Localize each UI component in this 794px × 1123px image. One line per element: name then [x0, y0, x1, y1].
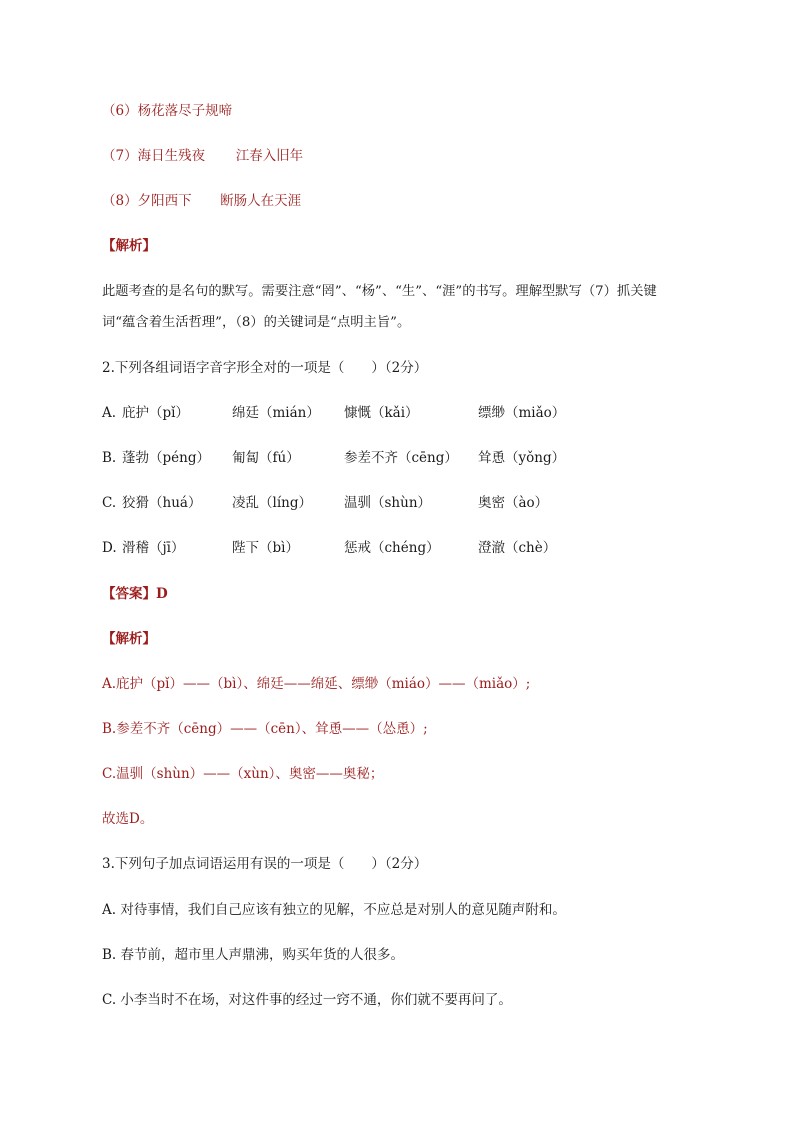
option-word: 匍匐（fú）	[232, 450, 300, 466]
q2-analysis-line-b: B.参差不齐（cēng）——（cēn）、耸恿——（怂恿）;	[102, 721, 428, 737]
answer-item-7-second: 江春入旧年	[235, 148, 304, 164]
option-word: 温驯（shùn）	[344, 495, 432, 511]
q2-analysis-line-c: C.温驯（shùn）——（xùn）、奥密——奥秘；	[102, 766, 384, 782]
q2-analysis-line-a: A.庇护（pǐ）——（bì）、绵廷——绵延、缥缈（miáo）——（miǎo）;	[102, 676, 531, 692]
q1-analysis-heading: 【解析】	[102, 238, 156, 254]
option-word: 奥密（ào）	[478, 495, 549, 511]
q2-analysis-heading: 【解析】	[102, 631, 156, 647]
answer-item-6: （6）杨花落尽子规啼	[102, 103, 233, 119]
option-word: 澄澈（chè）	[478, 540, 557, 556]
q3-option-b: B. 春节前，超市里人声鼎沸，购买年货的人很多。	[102, 947, 405, 963]
option-label: D.	[102, 540, 117, 556]
answer-item-7-first: （7）海日生残夜	[102, 148, 206, 164]
answer-item-8-first: （8）夕阳西下	[102, 193, 192, 209]
option-word: 缥缈（miǎo）	[478, 405, 566, 421]
option-word: 狡猾（huá）	[122, 495, 202, 511]
option-label: C.	[102, 495, 117, 511]
option-word: 滑稽（jī）	[122, 540, 185, 556]
option-word: 惩戒（chéng）	[344, 540, 440, 556]
option-word: 陛下（bì）	[232, 540, 299, 556]
q1-analysis-line-2: 词“蕴含着生活哲理”，（8）的关键词是“点明主旨”。	[102, 315, 411, 330]
q3-option-c: C. 小李当时不在场，对这件事的经过一窍不通，你们就不要再问了。	[102, 992, 512, 1008]
option-word: 慷慨（kǎi）	[344, 405, 419, 421]
q2-stem: 2.下列各组词语字音字形全对的一项是（ ）（2分）	[102, 360, 428, 376]
option-word: 参差不齐（cēng）	[344, 450, 458, 466]
answer-item-7	[102, 146, 303, 166]
option-word: 蓬勃（péng）	[122, 450, 210, 466]
q2-conclusion: 故选D。	[102, 811, 154, 827]
option-label: A.	[102, 405, 117, 421]
option-word: 绵廷（mián）	[232, 405, 320, 421]
option-word: 凌乱（líng）	[232, 495, 312, 511]
option-word: 耸恿（yǒng）	[478, 450, 566, 466]
option-label: B.	[102, 450, 117, 466]
option-word: 庇护（pǐ）	[122, 405, 189, 421]
q3-option-a: A. 对待事情，我们自己应该有独立的见解，不应总是对别人的意见随声附和。	[102, 902, 566, 918]
q2-answer: 【答案】D	[102, 586, 168, 602]
answer-item-8-second: 断肠人在天涯	[220, 193, 302, 209]
q1-analysis-line-1: 此题考查的是名句的默写。需要注意“罔”、“杨”、“生”、“涯”的书写。理解型默写（7）抓关键	[102, 284, 657, 299]
answer-item-8	[102, 191, 301, 211]
q3-stem: 3.下列句子加点词语运用有误的一项是（ ）（2分）	[102, 856, 428, 872]
